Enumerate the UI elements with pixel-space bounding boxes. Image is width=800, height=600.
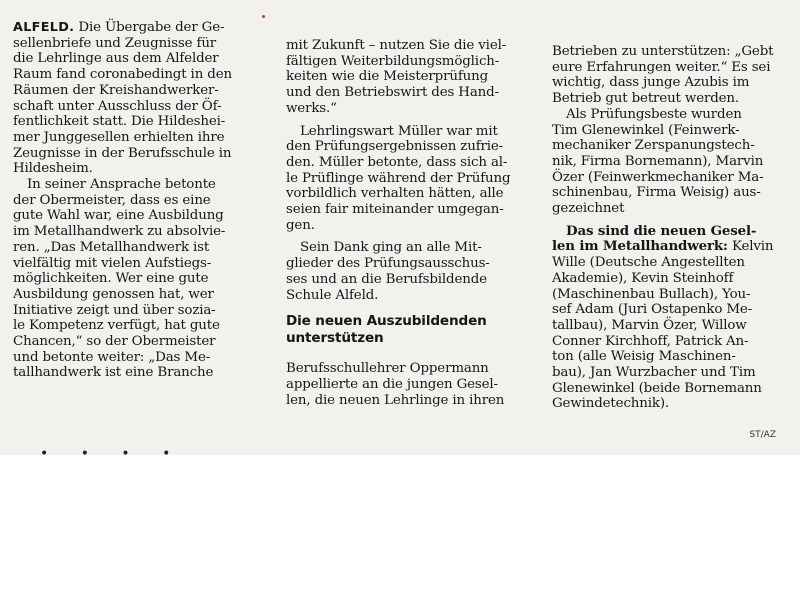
text-line: mit Zukunft – nutzen Sie die viel- xyxy=(286,38,507,53)
paragraph-neue-gesellen xyxy=(552,224,792,412)
text-line: Betrieben zu unterstützen: „Gebt xyxy=(552,44,774,59)
text-line: Conner Kirchhoff, Patrick An- xyxy=(552,333,749,349)
text-line: schaft unter Ausschluss der Öf- xyxy=(13,98,222,114)
paragraph-intro xyxy=(13,20,275,177)
text-line: Räumen der Kreishandwerker- xyxy=(13,82,219,98)
text-line: seien fair miteinander umgegan- xyxy=(286,202,504,218)
text-line: Gewindetechnik). xyxy=(552,396,670,412)
text-line: ses und an die Berufsbildende xyxy=(286,271,487,287)
author-credit: ST/AZ xyxy=(749,430,776,440)
text-line: Wille (Deutsche Angestellten xyxy=(552,255,745,271)
text-line: Betrieb gut betreut werden. xyxy=(552,91,739,107)
text-line: gen. xyxy=(286,217,315,233)
bold-lead-line: len im Metallhandwerk: xyxy=(552,238,728,255)
text-line: In seiner Ansprache betonte xyxy=(27,177,216,193)
text-line: Lehrlingswart Müller war mit xyxy=(300,123,498,139)
text-line: nik, Firma Bornemann), Marvin xyxy=(552,153,764,169)
subheading-line: Die neuen Auszubildenden xyxy=(286,313,487,330)
text-line: der Obermeister, dass es eine xyxy=(13,192,211,208)
text-line: Hildesheim. xyxy=(13,161,93,177)
text-line: möglichkeiten. Wer eine gute xyxy=(13,271,209,287)
text-line: Zeugnisse in der Berufsschule in xyxy=(13,145,232,161)
paragraph-lehrlingswart xyxy=(286,124,530,234)
article-column-3 xyxy=(552,44,792,412)
text-line: vielfältig mit vielen Aufstiegs- xyxy=(13,255,212,271)
text-line: Initiative zeigt und über sozia- xyxy=(13,302,216,318)
text-line: vorbildlich verhalten hätten, alle xyxy=(286,186,504,202)
article-column-2 xyxy=(286,38,530,408)
text-line: le Prüflinge während der Prüfung xyxy=(286,170,511,186)
text-line: Tim Glenewinkel (Feinwerk- xyxy=(552,122,740,138)
text-line: keiten wie die Meisterprüfung xyxy=(286,69,488,85)
text-line: werks.“ xyxy=(286,100,337,116)
decorative-dots: • • • • xyxy=(40,446,185,455)
text-line: eure Erfahrungen weiter.“ Es sei xyxy=(552,59,771,75)
text-line: Schule Alfeld. xyxy=(286,287,379,303)
text-line: Akademie), Kevin Steinhoff xyxy=(552,270,734,286)
text-line: mer Junggesellen erhielten ihre xyxy=(13,129,225,145)
text-line: mechaniker Zerspanungstech- xyxy=(552,138,755,154)
subheading xyxy=(286,313,530,347)
text-line: Özer (Feinwerkmechaniker Ma- xyxy=(552,169,764,185)
text-line: Als Prüfungsbeste wurden xyxy=(566,106,742,122)
text-line: ren. „Das Metallhandwerk ist xyxy=(13,239,210,255)
text-line: Sein Dank ging an alle Mit- xyxy=(300,240,482,256)
article-column-1 xyxy=(13,20,275,381)
text-line: die Lehrlinge aus dem Alfelder xyxy=(13,51,219,67)
text-line: Die Übergabe der Ge- xyxy=(78,20,225,35)
text-line: und betonte weiter: „Das Me- xyxy=(13,349,211,365)
paragraph-quote-end xyxy=(286,38,530,117)
text-line: appellierte an die jungen Gesel- xyxy=(286,376,498,392)
dateline: ALFELD. xyxy=(13,20,75,35)
paragraph-unterstuetzen xyxy=(552,44,792,107)
text-line: den. Müller betonte, dass sich al- xyxy=(286,154,508,170)
paragraph-pruefungsbeste xyxy=(552,107,792,217)
text-line: len, die neuen Lehrlinge in ihren xyxy=(286,392,505,408)
text-line: schinenbau, Firma Weisig) aus- xyxy=(552,185,761,201)
paragraph-dank xyxy=(286,240,530,303)
subheading-line: unterstützen xyxy=(286,330,384,347)
text-line: Glenewinkel (beide Bornemann xyxy=(552,380,762,396)
text-line: im Metallhandwerk zu absolvie- xyxy=(13,224,226,240)
paragraph-oppermann xyxy=(286,361,530,408)
text-line: tallbau), Marvin Özer, Willow xyxy=(552,317,747,333)
text-line: ton (alle Weisig Maschinen- xyxy=(552,349,736,365)
text-line: tallhandwerk ist eine Branche xyxy=(13,365,214,381)
ink-mark xyxy=(262,15,265,18)
text-line: fältigen Weiterbildungsmöglich- xyxy=(286,53,500,69)
text-line: le Kompetenz verfügt, hat gute xyxy=(13,318,220,334)
text-line: sef Adam (Juri Ostapenko Me- xyxy=(552,302,753,318)
text-line: Chancen,“ so der Obermeister xyxy=(13,334,216,350)
text-line: Ausbildung genossen hat, wer xyxy=(13,286,214,302)
text-line: und den Betriebswirt des Hand- xyxy=(286,85,499,101)
text-line: den Prüfungsergebnissen zufrie- xyxy=(286,139,504,155)
text-line: gute Wahl war, eine Ausbildung xyxy=(13,208,224,224)
text-line: (Maschinenbau Bullach), You- xyxy=(552,286,751,302)
text-line: Kelvin xyxy=(727,239,774,255)
text-line: wichtig, dass junge Azubis im xyxy=(552,75,750,91)
bold-lead-line: Das sind die neuen Gesel- xyxy=(566,222,757,239)
text-line: gezeichnet xyxy=(552,201,625,217)
text-line: glieder des Prüfungsausschus- xyxy=(286,256,490,272)
paragraph-speech xyxy=(13,177,275,381)
text-line: Raum fand coronabedingt in den xyxy=(13,67,232,83)
text-line: fentlichkeit statt. Die Hildeshei- xyxy=(13,114,226,130)
text-line: sellenbriefe und Zeugnisse für xyxy=(13,35,217,51)
text-line: Berufsschullehrer Oppermann xyxy=(286,361,489,377)
text-line: bau), Jan Wurzbacher und Tim xyxy=(552,365,756,381)
